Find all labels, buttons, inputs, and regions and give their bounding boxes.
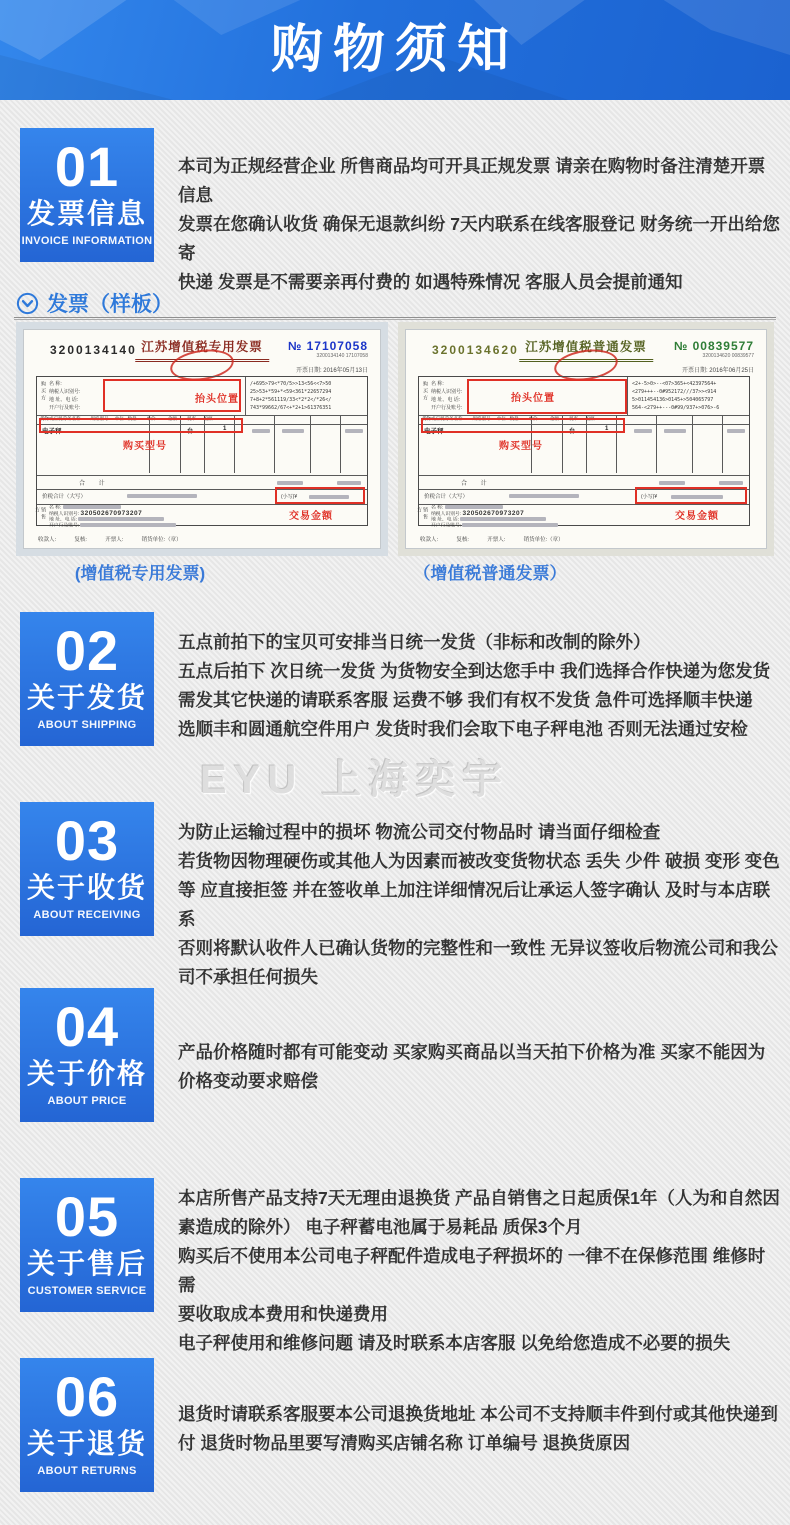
badge-title-cn: 关于售后 [26, 1248, 147, 1279]
badge-title-en: ABOUT RECEIVING [33, 909, 141, 921]
annotation-box-amount [635, 487, 747, 504]
badge-title-cn: 关于价格 [26, 1058, 147, 1089]
annotation-head-label: 抬头位置 [511, 393, 555, 404]
invoice-date: 开票日期: 2016年05月13日 [295, 368, 368, 374]
invoice-cipher-area: /+695>79<*70/5>>13<56<<7>50 25>53+*59+*<59<361*22657294 7+8+2*561119/33<*2*2</*26</ 743*99662/67<+*2+1>61376351 [250, 381, 332, 411]
invoice-grand-total-label: 价税合计（大写） [424, 494, 469, 500]
text-line: 否则将默认收件人已确认货物的完整性和一致性 无异议签收后物流公司和我公 [178, 938, 778, 958]
invoice-caption-regular: （增值税普通发票） [413, 564, 567, 583]
buyer-fields: 名 称: 纳税人识别号: 地 址、电 话: 开户行及账号: [49, 381, 81, 411]
text-line: 购买后不使用本公司电子秤配件造成电子秤损坏的 一律不在保修范围 维修时需 [178, 1246, 766, 1295]
badge-about-shipping [20, 612, 154, 746]
section-about-price-text [178, 1038, 780, 1096]
text-line: 若货物因物理硬伤或其他人为因素而被改变货物状态 丢失 少件 破损 变形 变色 [178, 851, 780, 871]
brand-watermark: EYU 上海奕宇 [200, 758, 510, 802]
invoice-caption-special: (增值税专用发票) [74, 564, 206, 583]
badge-number: 04 [54, 995, 120, 1058]
text-line: 本司为正规经营企业 所售商品均可开具正规发票 请亲在购物时备注清楚开票信息 [178, 156, 766, 205]
invoice-footer: 收款人: 复核: 开票人: 销货单位:（章） [420, 537, 564, 543]
section-about-returns-text [178, 1400, 780, 1458]
invoice-image-special-vat [16, 322, 388, 556]
annotation-box-model [421, 418, 625, 433]
badge-about-returns [20, 1358, 154, 1492]
invoice-total-label: 合 计 [461, 481, 493, 487]
invoice-table [34, 376, 368, 529]
text-line: 五点后拍下 次日统一发货 为货物安全到达您手中 我们选择合作快递为您发货 [178, 661, 771, 681]
badge-number: 01 [54, 135, 120, 198]
text-line: 五点前拍下的宝贝可安排当日统一发货（非标和改制的除外） [178, 632, 651, 652]
buyer-side-label: 购买方 [40, 381, 46, 402]
text-line: 要收取成本费用和快递费用 [178, 1304, 388, 1324]
badge-title-cn: 关于收货 [26, 872, 147, 903]
invoice-total-label: 合 计 [79, 481, 111, 487]
seller-side-label: 销售方 [34, 507, 46, 521]
invoice-column-headers: 货物或应税劳务名称 规格型号 单位 数量 单价 金额 税率 税额 [422, 416, 595, 421]
text-line: 快递 发票是不需要亲再付费的 如遇特殊情况 客服人员会提前通知 [178, 272, 683, 292]
annotation-head-label: 抬头位置 [195, 394, 239, 405]
text-line: 等 应直接拒签 并在签收单上加注详细情况后让承运人签字确认 及时与本店联系 [178, 880, 771, 929]
text-line: 价格变动要求赔偿 [178, 1071, 318, 1091]
section-invoice-information-text [178, 152, 780, 297]
badge-title-cn: 发票信息 [26, 198, 147, 229]
invoice-number: № 17107058 [287, 339, 368, 353]
badge-title-en: ABOUT PRICE [47, 1095, 127, 1107]
text-line: 素造成的除外） 电子秤蓄电池属于易耗品 质保3个月 [178, 1217, 583, 1237]
seller-fields: 名 称: 纳税人识别号: 320502670973207 地 址、电 话: 开户行及账号: [431, 505, 558, 529]
page-title: 购物须知 [270, 21, 519, 79]
badge-title-en: INVOICE INFORMATION [21, 235, 153, 247]
invoice-number-small: 3200134620 00839577 [702, 353, 754, 359]
invoice-item-name: 电子秤 [42, 428, 62, 435]
badge-number: 03 [54, 809, 120, 872]
invoice-grand-total-label: 价税合计（大写） [42, 494, 87, 500]
invoice-footer: 收款人: 复核: 开票人: 销货单位:（章） [38, 537, 182, 543]
buyer-side-label: 购买方 [422, 381, 428, 402]
invoice-image-regular-vat [398, 322, 774, 556]
section-about-shipping-text [178, 628, 780, 744]
page-header [0, 0, 790, 100]
invoice-item-qty: 1 [223, 426, 227, 432]
invoice-code: 3200134620 [432, 343, 519, 357]
invoice-small-amount-label: (小写)¥ [281, 494, 298, 500]
divider [14, 317, 776, 320]
invoice-item-qty: 1 [605, 426, 609, 432]
text-line: 付 退货时物品里要写清购买店铺名称 订单编号 退换货原因 [178, 1433, 631, 1453]
chevron-down-circle-icon [16, 292, 39, 315]
invoice-date: 开票日期: 2016年06月25日 [681, 368, 754, 374]
annotation-model-label: 购买型号 [123, 441, 167, 452]
invoice-column-headers: 货物或应税劳务名称 规格型号 单位 数量 单价 金额 税率 税额 [40, 416, 213, 421]
text-line: 本店所售产品支持7天无理由退换货 产品自销售之日起质保1年（人为和自然因 [178, 1188, 780, 1208]
annotation-box-model [39, 418, 243, 433]
section-about-receiving-text [178, 818, 780, 992]
badge-title-cn: 关于发货 [26, 682, 147, 713]
text-line: 发票在您确认收货 确保无退款纠纷 7天内联系在线客服登记 财务统一开出给您寄 [178, 214, 780, 263]
badge-number: 02 [54, 619, 120, 682]
badge-number: 06 [54, 1365, 120, 1428]
invoice-cipher-area: <2+-5>0>--<07>365+<42397564+ <279+++--0#952172///37>><914 5>011454136>0145+>504065797 564-<279++---0#99/937+>076>-6 [632, 381, 720, 411]
invoice-paper [405, 329, 767, 549]
badge-invoice-information [20, 128, 154, 262]
text-line: 司不承担任何损失 [178, 967, 318, 987]
badge-title-cn: 关于退货 [26, 1428, 147, 1459]
badge-number: 05 [54, 1185, 120, 1248]
annotation-model-label: 购买型号 [499, 441, 543, 452]
invoice-paper [23, 329, 381, 549]
seller-fields: 名 称: 纳税人识别号: 320502670973207 地 址、电 话: 开户行及账号: [49, 505, 176, 529]
text-line: 产品价格随时都有可能变动 买家购买商品以当天拍下价格为准 买家不能因为 [178, 1042, 766, 1062]
invoice-code: 3200134140 [50, 343, 137, 357]
invoice-title: 江苏增值税普通发票 [519, 337, 653, 362]
invoice-item-unit: 台 [569, 429, 576, 435]
text-line: 为防止运输过程中的损坏 物流公司交付物品时 请当面仔细检查 [178, 822, 661, 842]
badge-title-en: ABOUT RETURNS [37, 1465, 137, 1477]
annotation-amount-label: 交易金额 [289, 511, 333, 522]
invoice-table [416, 376, 750, 529]
invoice-title: 江苏增值税专用发票 [135, 337, 269, 362]
buyer-fields: 名 称: 纳税人识别号: 地 址、电 话: 开户行及账号: [431, 381, 463, 411]
text-line: 选顺丰和圆通航空件用户 发货时我们会取下电子秤电池 否则无法通过安检 [178, 719, 748, 739]
invoice-item-name: 电子秤 [424, 428, 444, 435]
invoice-item-unit: 台 [187, 429, 194, 435]
badge-about-price [20, 988, 154, 1122]
badge-customer-service [20, 1178, 154, 1312]
badge-about-receiving [20, 802, 154, 936]
annotation-amount-label: 交易金额 [675, 511, 719, 522]
section-customer-service-text [178, 1184, 780, 1358]
seller-side-label: 销售方 [416, 507, 428, 521]
badge-title-en: ABOUT SHIPPING [37, 719, 137, 731]
annotation-box-amount [275, 487, 365, 504]
invoice-small-amount-label: (小写)¥ [641, 494, 658, 500]
invoice-sample-heading [16, 288, 173, 318]
invoice-number: № 00839577 [673, 339, 754, 353]
invoice-sample-heading-label: 发票（样板） [47, 293, 173, 316]
text-line: 需发其它快递的请联系客服 运费不够 我们有权不发货 急件可选择顺丰快递 [178, 690, 753, 710]
text-line: 电子秤使用和维修问题 请及时联系本店客服 以免给您造成不必要的损失 [178, 1333, 731, 1353]
badge-title-en: CUSTOMER SERVICE [27, 1285, 147, 1297]
text-line: 退货时请联系客服要本公司退换货地址 本公司不支持顺丰件到付或其他快递到 [178, 1404, 778, 1424]
invoice-number-small: 3200134140 17107058 [316, 353, 368, 359]
